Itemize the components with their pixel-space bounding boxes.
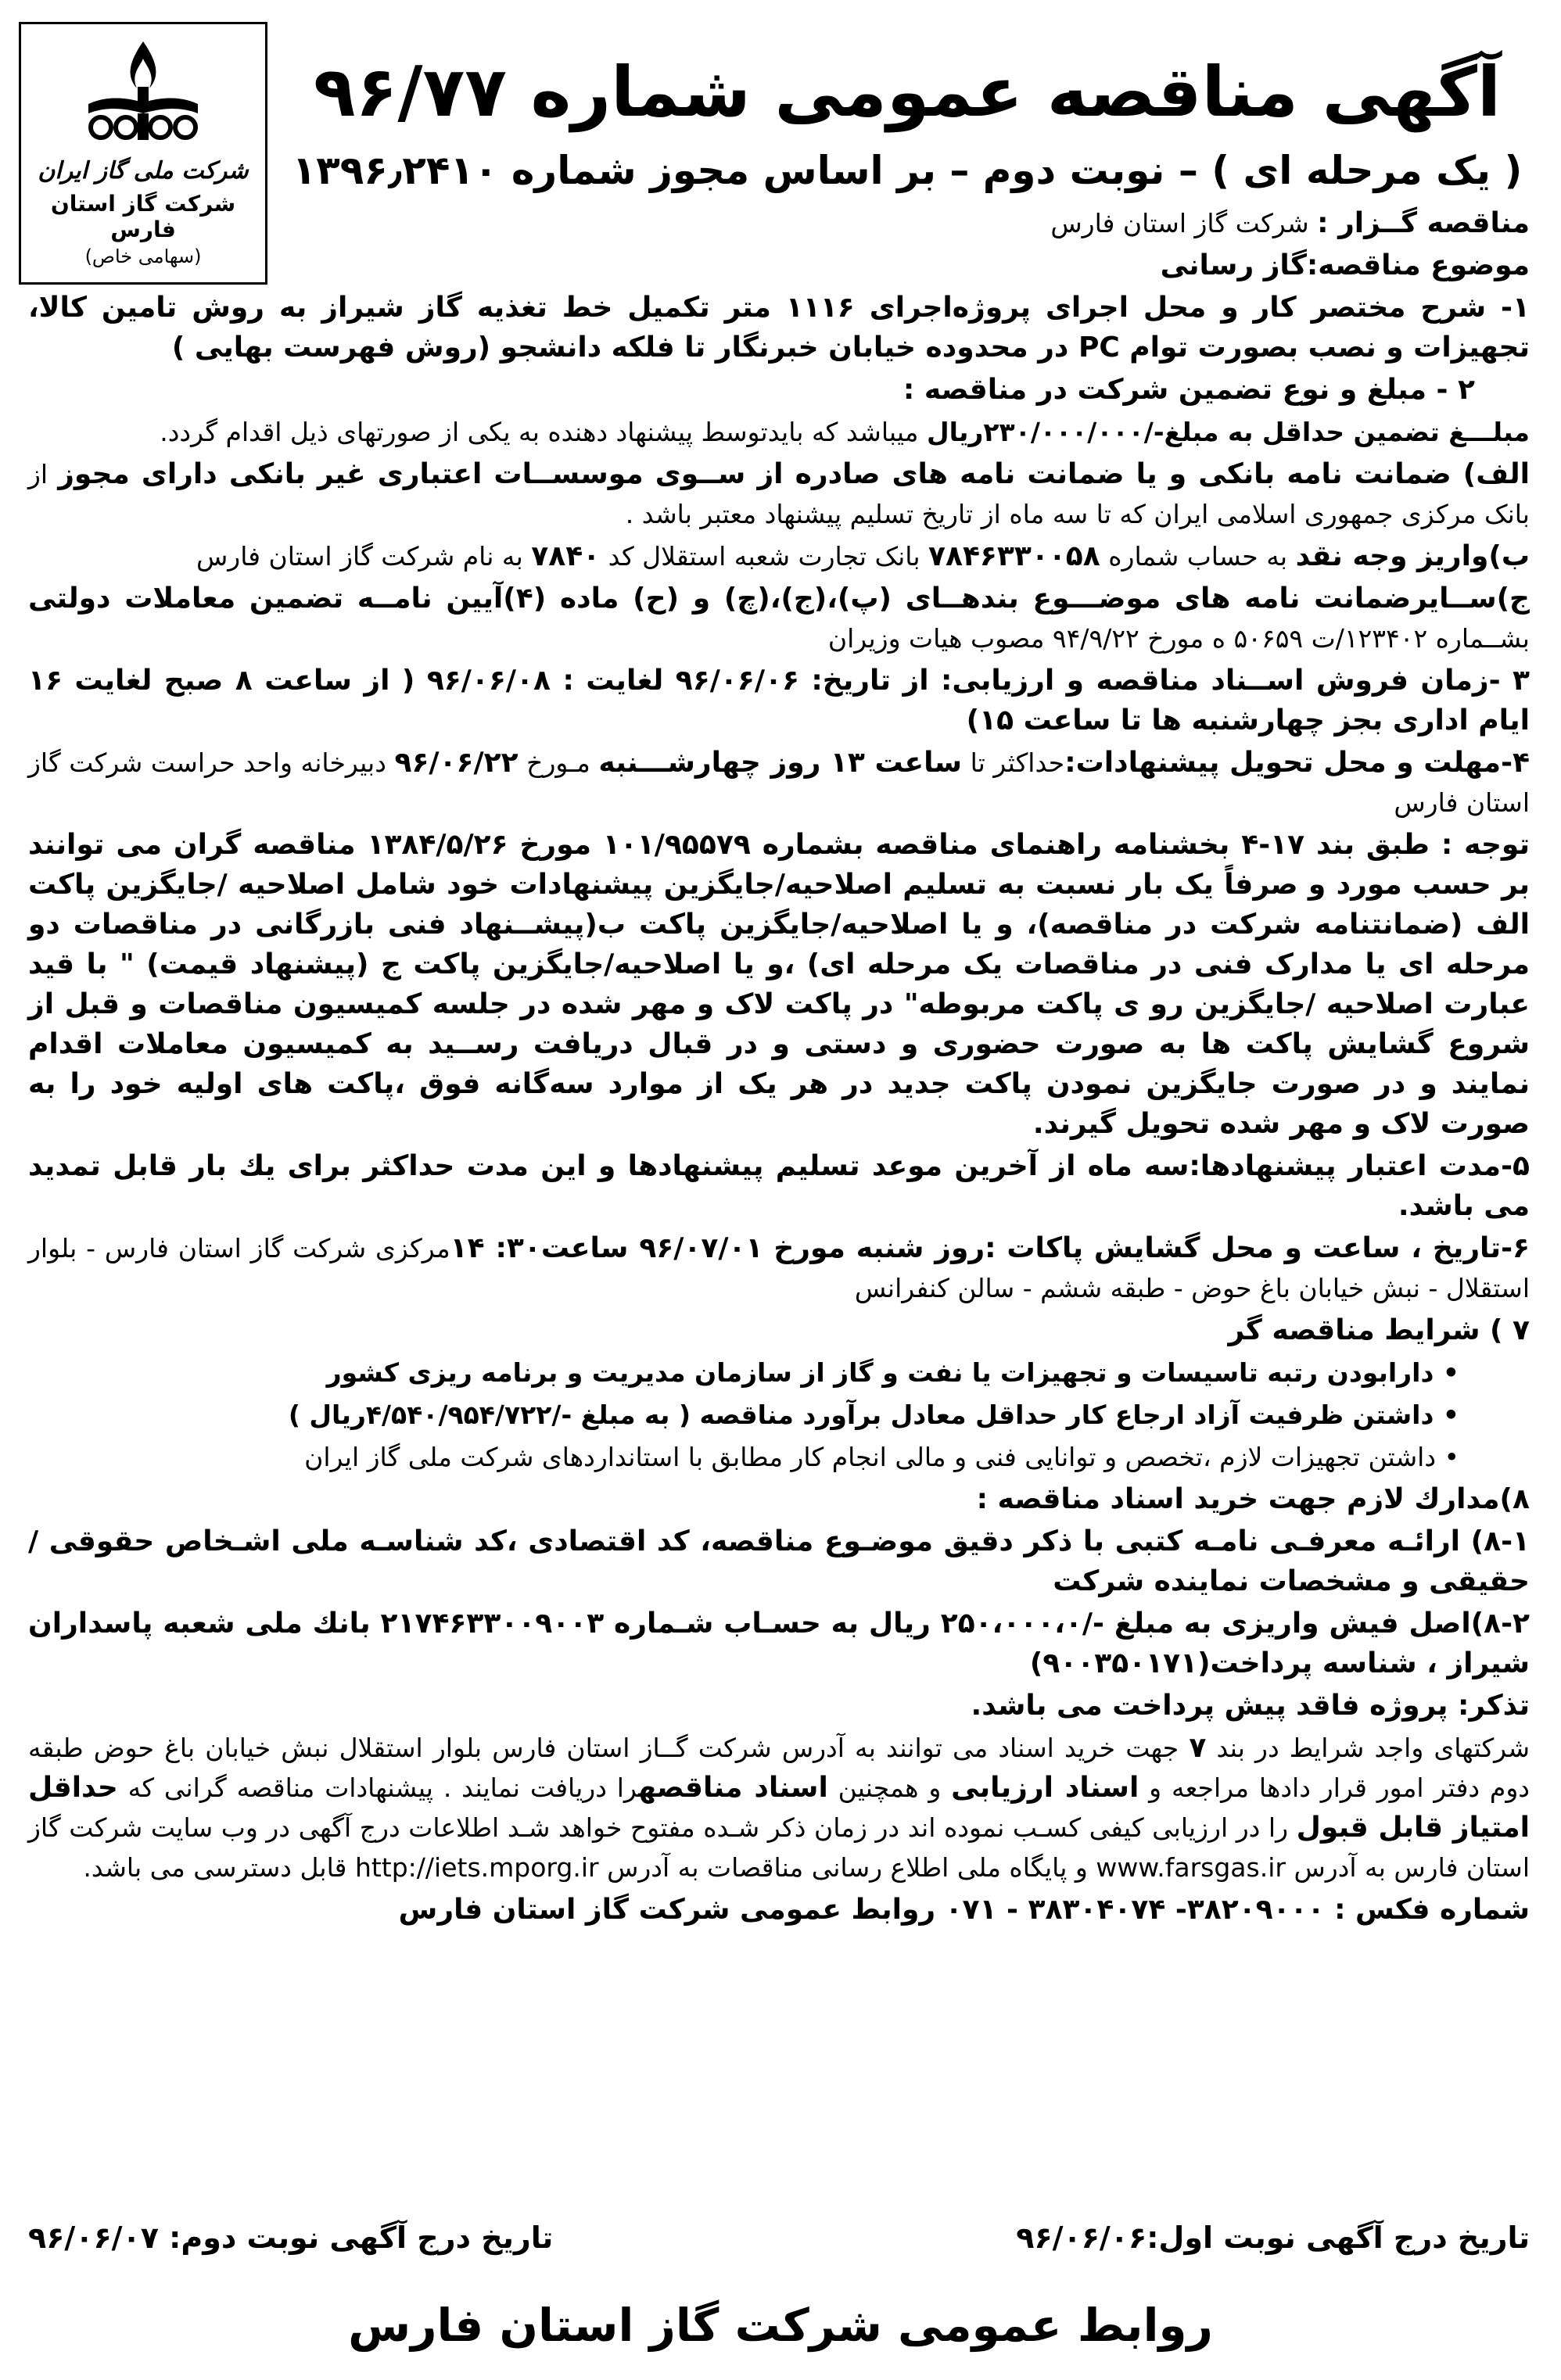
item-2-option-c: ج)ســایرضمانت نامه های موضـــوع بندهــای (پ)،(ج)،(چ) و (ح) ماده (۴)آیین نامــه تضمین معاملات دولتی بشــماره ۱۲۳۴۰۲/ت ۵۰۶۵۹ ه مورخ ۹۴/۹/۲۲ مصوب هیات وزیران (28, 582, 1530, 654)
footer-public-relations: روابط عمومی شرکت گاز استان فارس (348, 2299, 1213, 2352)
item-3-document-sale: ۳ -زمان فروش اســناد مناقصه و ارزیابی: از تاریخ: ۹۶/۰۶/۰۶ لغایت : ۹۶/۰۶/۰۸ ( از ساعت ۸ صبح لغایت ۱۶ ایام اداری بجز چهارشنبه ها تا ساعت ۱۵) (28, 665, 1530, 737)
subject-line: موضوع مناقصه:گاز رسانی (1160, 249, 1530, 281)
item-2-text: مبلـــغ تضمین حداقل به مبلغ-/۲۳۰/۰۰۰/۰۰۰ریال میباشد که بایدتوسط پیشنهاد دهنده به یکی از صورتهای ذیل اقدام گردد. (160, 417, 1530, 447)
item-1-description: ۱- شرح مختصر کار و محل اجرای پروژه‌اجرای ۱۱۱۶ متر تکمیل خط تغذیه گاز شیراز به روش تامین کالا، تجهیزات و نصب بصورت توام PC در محدوده خیابان خبرنگار تا فلکه دانشجو (روش فهرست بهایی ) (28, 292, 1530, 364)
item-2-option-b: ب)واریز وجه نقد به حساب شماره ۷۸۴۶۳۳۰۰۵۸ بانک تجارت شعبه استقلال کد ۷۸۴۰ به نام شرکت گاز استان فارس (196, 540, 1530, 572)
fax-line: شماره فکس : ۳۸۲۰۹۰۰۰- ۳۸۳۰۴۰۷۴ - ۰۷۱ روابط عمومی شرکت گاز استان فارس (398, 1894, 1530, 1926)
publication-dates (28, 2220, 1530, 2255)
reminder-line: تذکر: پروژه فاقد پیش پرداخت می باشد. (971, 1690, 1530, 1722)
tenderer-line: مناقصه گــزار : شرکت گاز استان فارس (1050, 207, 1530, 239)
item-6-opening: ۶-تاریخ ، ساعت و محل گشایش پاکات :روز شنبه مورخ ۹۶/۰۷/۰۱ ساعت۳۰: ۱۴مرکزی شرکت گاز استان فارس - بلوار استقلال - نبش خیابان باغ حوض - طبقه ششم - سالن کنفرانس (28, 1232, 1530, 1303)
item-8-2: ۸-۲)اصل فیش واریزی به مبلغ -/۲۵۰،۰۰۰،۰ ریال به حسـاب شـماره ۲۱۷۴۶۳۳۰۰۹۰۰۳ بانك ملی شعبه پاسداران شیراز ، شناسه پرداخت(۹۰۰۳۵۰۱۷۱) (28, 1608, 1530, 1679)
item-5-validity: ۵-مدت اعتبار پیشنهادها:سه ماه از آخرین موعد تسلیم پیشنهادها و این مدت حداکثر برای یك بار قابل تمدید می باشد. (28, 1150, 1530, 1222)
notice-title: آگهی مناقصه عمومی شماره ۹۶/۷۷ (313, 52, 1502, 132)
logo-company-type: (سهامی خاص) (84, 246, 202, 267)
website-iets: http://iets.mporg.ir (354, 1852, 599, 1883)
item-7-bullet-1: • دارابودن رتبه تاسیسات و تجهیزات یا نفت و گاز از سازمان مدیریت و برنامه ریزی کشور (326, 1357, 1459, 1388)
item-2-heading: ۲ - مبلغ و نوع تضمین شرکت در مناقصه : (903, 374, 1475, 406)
note-paragraph: توجه : طبق بند ۱۷-۴ بخشنامه راهنمای مناقصه بشماره ۱۰۱/۹۵۵۷۹ مورخ ۱۳۸۴/۵/۲۶ مناقصه گران می توانند بر حسب مورد و صرفاً یک بار نسبت به تسلیم اصلاحیه/جایگزین پیشنهادات خود شامل اصلاحیه /جایگزین پاکت الف (ضمانتنامه شرکت در مناقصه)، و یا اصلاحیه/جایگزین پاکت ب(پیشــنهاد فنی بازرگانی در مناقصات دو مرحله ای یا مدارک فنی در مناقصات یک مرحله ای) ،و یا اصلاحیه/جایگزین پاکت ج (پیشنهاد قیمت) " با قید عبارت اصلاحیه /جایگزین رو ی پاکت مربوطه" در پاکت لاک و مهر شده در جلسه کمیسیون مناقصات و قبل از شروع گشایش پاکت ها به صورت حضوری و دستی و در قبال دریافت رســید به کمیسیون معاملات اقدام نمایند و در صورت جایگزین نمودن پاکت جدید در هر یک از موارد سه‌گانه فوق ،پاکت های اولیه خود را به صورت لاک و مهر شده تحویل گیرند. (28, 829, 1530, 1140)
item-7-bullet-3: • داشتن تجهیزات لازم ،تخصص و توانایی فنی و مالی انجام کار مطابق با استانداردهای شرکت ملی گاز ایران (304, 1442, 1459, 1472)
item-8-1: ۸-۱) ارائـه معرفـی نامـه کتبی با ذکر دقیق موضـوع مناقصه، کد اقتصادی ،کد شناسـه ملی اشـخاص حقوقی /حقیقی و مشخصات نماینده شرکت (28, 1525, 1530, 1597)
website-farsgas: www.farsgas.ir (1096, 1852, 1286, 1883)
item-4-deadline: ۴-مهلت و محل تحویل پیشنهادات:حداکثر تا ساعت ۱۳ روز چهارشـــنبه مـورخ ۹۶/۰۶/۲۲ دبیرخانه واحد حراست شرکت گاز استان فارس (28, 747, 1530, 818)
gas-flame-emblem-icon (21, 35, 265, 156)
logo-company-name: شرکت گاز استان فارس (50, 191, 236, 242)
logo-script-text: شرکت ملی گاز ایران (38, 157, 249, 185)
item-2-option-a: الف) ضمانت نامه بانکی و یا ضمانت نامه های صادره از ســوی موسســات اعتباری غیر بانکی دارای مجوز از بانک مرکزی جمهوری اسلامی ایران که تا سه ماه از تاریخ تسلیم پیشنهاد معتبر باشد . (28, 458, 1530, 529)
item-8-heading: ۸)مدارك لازم جهت خرید اسناد مناقصه : (976, 1483, 1530, 1515)
notice-body (28, 203, 1530, 1932)
closing-paragraph: شرکتهای واجد شرایط در بند ۷ جهت خرید اسناد می توانند به آدرس شرکت گــاز استان فارس بلوار استقلال نبش خیابان باغ حوض طبقه دوم دفتر امور قرار دادها مراجعه و اسناد ارزیابی و همچنین اسناد مناقصهرا دریافت نمایند . پیشنهادات مناقصه گرانی که حداقل امتیاز قابل قبول را در ارزیابی کیفی کسـب نموده اند در زمان ذکر شـده مفتوح خواهد شـد اطلاعات درج آگهی در وب سایت شرکت گاز استان فارس به آدرس www.farsgas.ir و پایگاه ملی اطلاع رسانی مناقصات به آدرس http://iets.mporg.ir قابل دسترسی می باشد. (28, 1732, 1530, 1883)
notice-subtitle: ( یک مرحله ای ) – نوبت دوم – بر اساس مجوز شماره ۱۳۹۶٫۲۴۱۰ (292, 148, 1523, 193)
first-publication-date: تاریخ درج آگهی نوبت اول:۹۶/۰۶/۰۶ (1016, 2220, 1530, 2255)
item-7-heading: ۷ ) شرایط مناقصه گر (1228, 1314, 1530, 1346)
second-publication-date: تاریخ درج آگهی نوبت دوم: ۹۶/۰۶/۰۷ (28, 2220, 554, 2255)
item-7-bullet-2: • داشتن ظرفیت آزاد ارجاع کار حداقل معادل برآورد مناقصه ( به مبلغ -/۴/۵۴۰/۹۵۴/۷۲۲ریال ) (288, 1400, 1459, 1430)
